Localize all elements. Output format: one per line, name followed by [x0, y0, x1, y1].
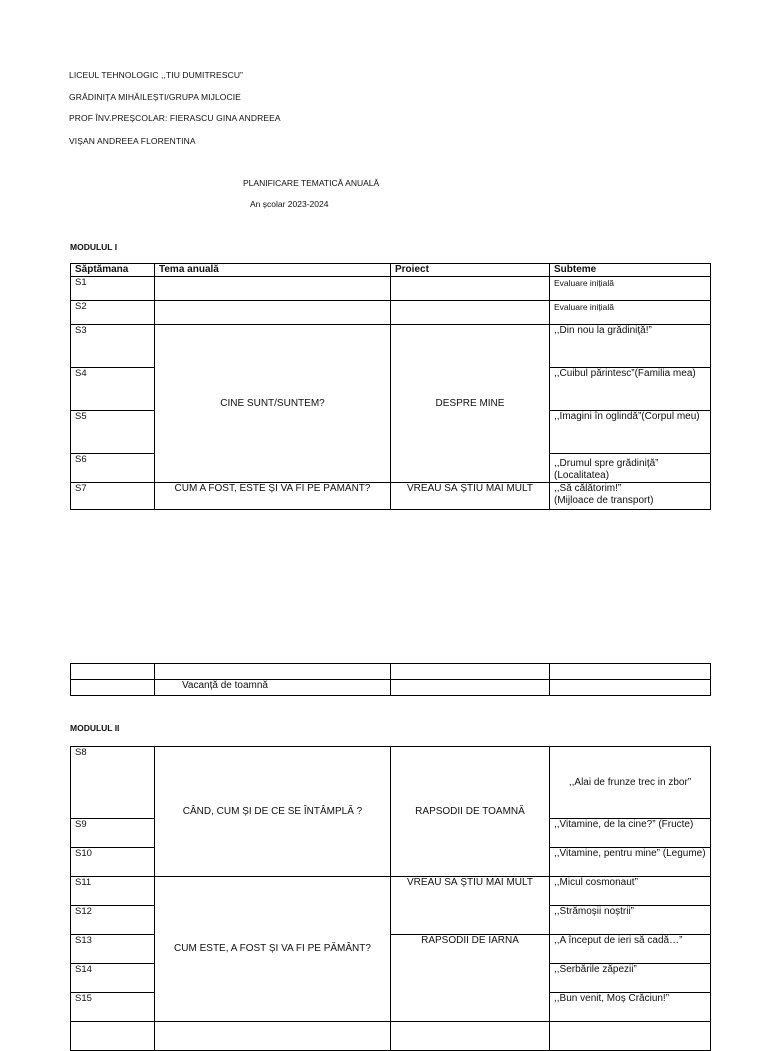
- week-cell: S6: [71, 454, 155, 483]
- empty-cell: [550, 680, 711, 696]
- table-row: [71, 483, 711, 510]
- subtheme-cell: ,,Cuibul părintesc”(Familia mea): [550, 368, 711, 411]
- project-cell: VREAU SĂ ȘTIU MAI MULT: [391, 877, 550, 935]
- school-name: LICEUL TEHNOLOGIC ,,TIU DUMITRESCU”: [69, 70, 243, 80]
- table-row: [71, 877, 711, 906]
- vacation-cell: Vacanță de toamnă: [155, 680, 391, 696]
- week-cell: S15: [71, 993, 155, 1022]
- week-cell: S5: [71, 411, 155, 454]
- table-row: [71, 747, 711, 819]
- empty-cell: [71, 664, 155, 680]
- project-cell: RAPSODII DE IARNĂ: [391, 935, 550, 1022]
- subtheme-cell: ,,Alai de frunze trec in zbor”: [550, 747, 711, 819]
- week-cell: S13: [71, 935, 155, 964]
- subtheme-line: (Mijloace de transport): [554, 495, 654, 506]
- subtheme-line: ,,Să călătorim!”: [554, 483, 622, 494]
- subtheme-cell: ,,Vitamine, pentru mine” (Legume): [550, 848, 711, 877]
- subtheme-cell: ,,Imagini în oglindă”(Corpul meu): [550, 411, 711, 454]
- project-cell: VREAU SĂ ȘTIU MAI MULT: [391, 483, 550, 510]
- subtheme-cell: Evaluare inițială: [550, 277, 711, 301]
- module-2-label: MODULUL II: [70, 723, 120, 733]
- kindergarten-name: GRĂDINIȚA MIHĂILEȘTI/GRUPA MIJLOCIE: [69, 92, 241, 102]
- empty-cell: [391, 1022, 550, 1051]
- empty-cell: [391, 301, 550, 325]
- subtheme-cell: ,,A început de ieri să cadă…”: [550, 935, 711, 964]
- empty-cell: [155, 301, 391, 325]
- module-2-table: [70, 746, 711, 1051]
- annual-theme-cell: CUM ESTE, A FOST ȘI VA FI PE PĂMÂNT?: [155, 877, 391, 1022]
- week-cell: S9: [71, 819, 155, 848]
- table-row: [71, 325, 711, 368]
- week-cell: S14: [71, 964, 155, 993]
- subtheme-cell: Evaluare inițială: [550, 301, 711, 325]
- week-cell: S7: [71, 483, 155, 510]
- empty-cell: [550, 664, 711, 680]
- week-cell: S3: [71, 325, 155, 368]
- column-header: Tema anuală: [155, 264, 391, 277]
- subtheme-cell: ,,Micul cosmonaut”: [550, 877, 711, 906]
- teacher-line-2: VIȘAN ANDREEA FLORENTINA: [69, 136, 196, 146]
- empty-cell: [155, 277, 391, 301]
- annual-theme-cell: CINE SUNT/SUNTEM?: [155, 325, 391, 483]
- module-1-label: MODULUL I: [70, 242, 118, 252]
- week-cell: S8: [71, 747, 155, 819]
- empty-cell: [71, 680, 155, 696]
- subtheme-cell: ,,Serbările zăpezii”: [550, 964, 711, 993]
- subtheme-cell: ,,Drumul spre grădiniță” (Localitatea): [550, 454, 711, 483]
- school-year: An școlar 2023-2024: [250, 199, 329, 209]
- project-cell: DESPRE MINE: [391, 325, 550, 483]
- subtheme-cell: ,,Vitamine, de la cine?” (Fructe): [550, 819, 711, 848]
- week-cell: S1: [71, 277, 155, 301]
- subtheme-cell: ,,Bun venit, Moș Crăciun!”: [550, 993, 711, 1022]
- column-header: Proiect: [391, 264, 550, 277]
- week-cell: S11: [71, 877, 155, 906]
- empty-cell: [550, 1022, 711, 1051]
- vacation-table: [70, 663, 711, 696]
- empty-cell: [155, 664, 391, 680]
- table-row: [71, 680, 711, 696]
- column-header: Săptămana: [71, 264, 155, 277]
- module-1-table: [70, 263, 711, 510]
- empty-cell: [391, 680, 550, 696]
- teacher-line-1: PROF ÎNV.PREȘCOLAR: FIERASCU GINA ANDREEA: [69, 113, 281, 123]
- empty-cell: [391, 664, 550, 680]
- subtheme-cell: ,,Din nou la grădiniță!”: [550, 325, 711, 368]
- week-cell: S2: [71, 301, 155, 325]
- table-row: [71, 301, 711, 325]
- subtheme-cell: ,,Strămoșii noștrii”: [550, 906, 711, 935]
- empty-cell: [391, 277, 550, 301]
- column-header: Subteme: [550, 264, 711, 277]
- week-cell: S4: [71, 368, 155, 411]
- empty-cell: [155, 1022, 391, 1051]
- table-row: [71, 1022, 711, 1051]
- table-header-row: [71, 264, 711, 277]
- table-row: [71, 277, 711, 301]
- subtheme-cell: [550, 483, 711, 510]
- week-cell: S12: [71, 906, 155, 935]
- document-title: PLANIFICARE TEMATICĂ ANUALĂ: [243, 178, 380, 188]
- project-cell: RAPSODII DE TOAMNĂ: [391, 747, 550, 877]
- table-row: [71, 664, 711, 680]
- annual-theme-cell: CUM A FOST, ESTE ȘI VA FI PE PĂMÂNT?: [155, 483, 391, 510]
- annual-theme-cell: CÂND, CUM ȘI DE CE SE ÎNTÂMPLĂ ?: [155, 747, 391, 877]
- empty-cell: [71, 1022, 155, 1051]
- week-cell: S10: [71, 848, 155, 877]
